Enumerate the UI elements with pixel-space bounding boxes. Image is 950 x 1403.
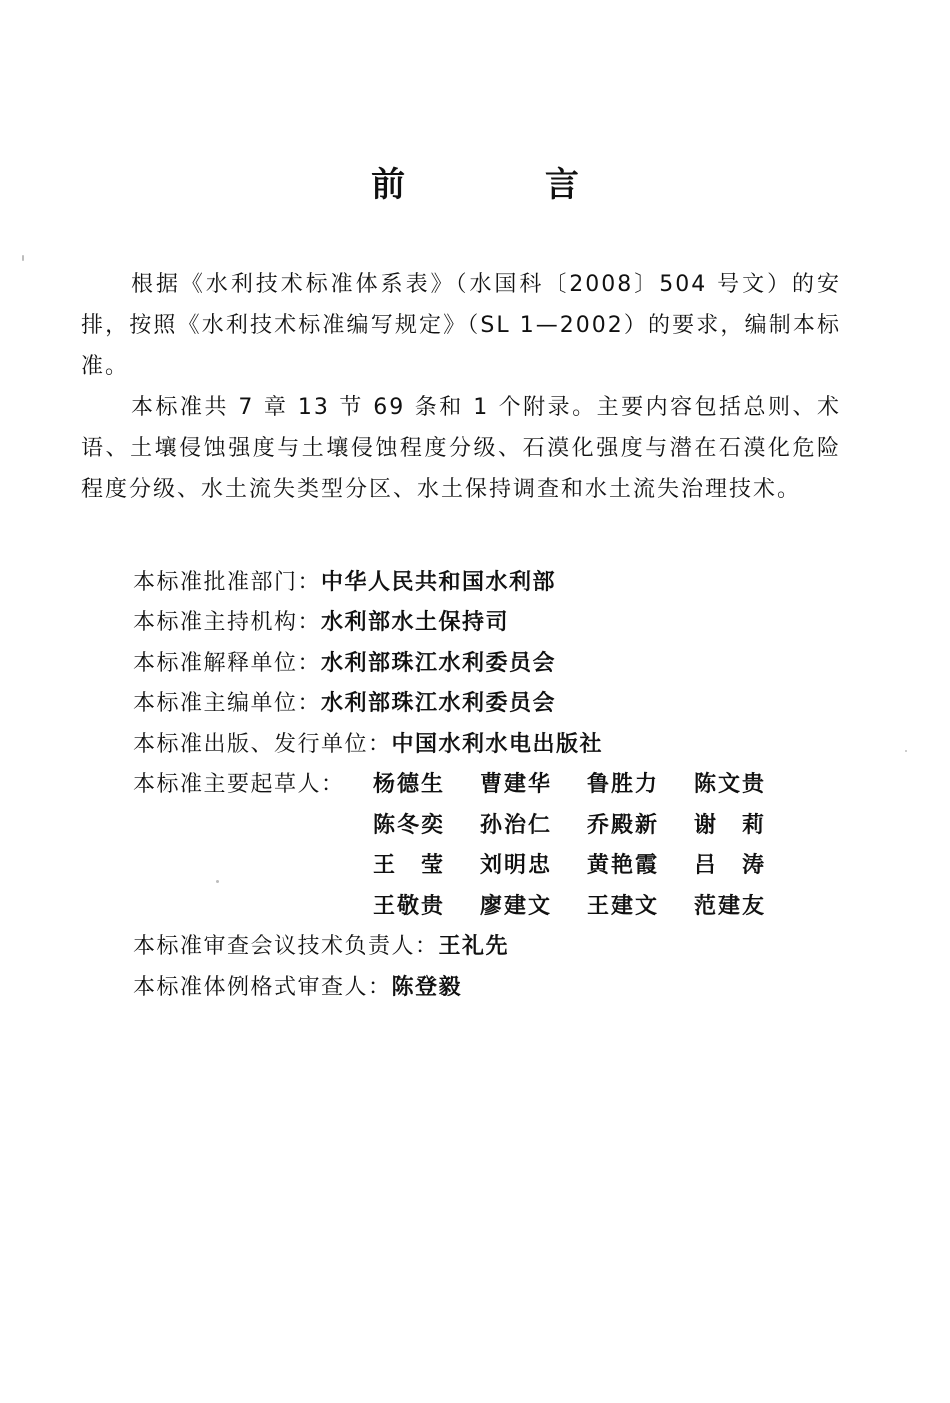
drafter-name: 吕 涛	[694, 853, 767, 878]
interpreter-label: 本标准解释单位：	[133, 651, 322, 676]
scan-speck	[905, 750, 907, 752]
review-tech-label: 本标准审查会议技术负责人：	[133, 934, 439, 959]
drafters-label: 本标准主要起草人：	[133, 772, 345, 797]
paragraph-contents: 本标准共 7 章 13 节 69 条和 1 个附录。主要内容包括总则、术语、土壤侵蚀强度与土壤侵蚀程度分级、石漠化强度与潜在石漠化危险程度分级、水土流失类型分区、水土保持调查和水土流失治理技术。	[81, 395, 841, 502]
drafter-name: 陈冬奕	[373, 812, 446, 838]
approver-value: 中华人民共和国水利部	[321, 570, 557, 595]
approver-label: 本标准批准部门：	[133, 570, 322, 595]
scan-speck	[216, 880, 219, 883]
format-reviewer-value: 陈登毅	[391, 975, 463, 1000]
review-tech-value: 王礼先	[438, 934, 510, 959]
chief-editor-line	[133, 684, 556, 724]
chief-editor-label: 本标准主编单位：	[133, 691, 322, 716]
drafter-name: 王建文	[587, 893, 660, 919]
publisher-line	[133, 725, 603, 765]
drafter-name: 刘明忠	[480, 853, 553, 878]
host-line	[133, 603, 509, 643]
drafter-name: 鲁胜力	[587, 772, 660, 797]
host-value: 水利部水土保持司	[321, 610, 510, 635]
interpreter-value: 水利部珠江水利委员会	[321, 651, 557, 676]
drafters-line	[133, 765, 345, 805]
host-label: 本标准主持机构：	[133, 610, 322, 635]
drafter-name: 曹建华	[480, 772, 553, 797]
drafter-name: 黄艳霞	[587, 853, 660, 878]
drafter-name: 孙治仁	[480, 812, 553, 838]
drafter-name: 乔殿新	[587, 812, 660, 838]
drafter-name: 陈文贵	[694, 772, 767, 797]
drafter-name: 杨德生	[373, 772, 446, 797]
drafter-name: 范建友	[694, 893, 767, 919]
interpreter-line	[133, 644, 556, 684]
publisher-label: 本标准出版、发行单位：	[133, 732, 392, 757]
page-title: 前 言	[371, 165, 643, 205]
drafter-name: 王 莹	[373, 853, 446, 878]
drafters-grid	[373, 765, 801, 927]
publisher-value: 中国水利水电出版社	[391, 732, 604, 757]
format-reviewer-line	[133, 968, 462, 1008]
drafter-name: 谢 莉	[694, 812, 767, 838]
drafter-name: 廖建文	[480, 893, 553, 919]
chief-editor-value: 水利部珠江水利委员会	[321, 691, 557, 716]
drafter-name: 王敬贵	[373, 893, 446, 919]
scan-speck	[22, 255, 24, 261]
format-reviewer-label: 本标准体例格式审查人：	[133, 975, 392, 1000]
approver-line	[133, 563, 556, 603]
paragraph-basis: 根据《水利技术标准体系表》（水国科〔2008〕504 号文）的安排，按照《水利技术标准编写规定》（SL 1—2002）的要求，编制本标准。	[81, 272, 841, 379]
review-tech-line	[133, 927, 509, 967]
